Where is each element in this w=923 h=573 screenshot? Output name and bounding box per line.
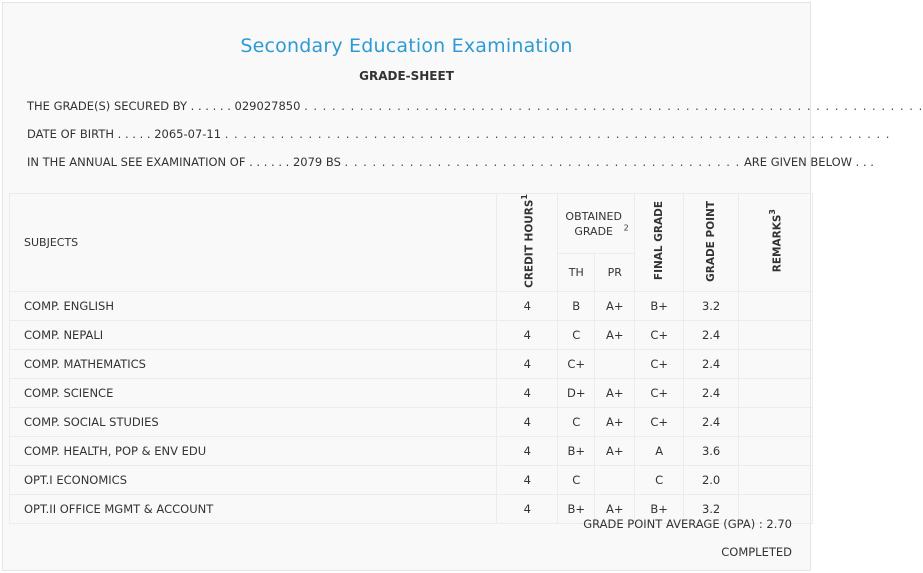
grade-point-cell: 2.0	[684, 465, 739, 494]
credit-hours-cell: 4	[497, 465, 558, 494]
dob-label: DATE OF BIRTH . . . . .	[27, 127, 151, 141]
theory-grade-cell: B	[558, 291, 595, 320]
header-credit-hours: CREDIT HOURS$^1$	[497, 194, 558, 292]
theory-grade-cell: C	[558, 320, 595, 349]
practical-grade-cell	[595, 349, 635, 378]
final-grade-cell: B+	[635, 291, 684, 320]
header-remarks: REMARKS$^3$	[739, 194, 813, 292]
credit-hours-cell: 4	[497, 407, 558, 436]
subject-cell: COMP. SOCIAL STUDIES	[10, 407, 497, 436]
final-grade-cell: C+	[635, 407, 684, 436]
header-th: TH	[558, 254, 595, 292]
dob-value: 2065-07-11	[154, 127, 222, 141]
table-row	[10, 378, 813, 407]
table-row	[10, 436, 813, 465]
subject-cell: COMP. SCIENCE	[10, 378, 497, 407]
credit-hours-cell: 4	[497, 320, 558, 349]
table-row	[10, 291, 813, 320]
table-row	[10, 465, 813, 494]
subject-cell: OPT.I ECONOMICS	[10, 465, 497, 494]
symbol-number: 029027850	[234, 99, 301, 113]
theory-grade-cell: C	[558, 407, 595, 436]
header-pr: PR	[595, 254, 635, 292]
secured-by-dots: . . . . . . . . . . . . . . . . . . . . . . . . . . . . . . . . . . . . . . . . . . . . . . . . . . . . . . . . . . . . . . . . . . .	[304, 99, 923, 113]
dob-dots: . . . . . . . . . . . . . . . . . . . . . . . . . . . . . . . . . . . . . . . . . . . . . . . . . . . . . . . . . . . . . . . . . . . . . . . .	[224, 127, 891, 141]
theory-grade-cell: B+	[558, 494, 595, 523]
remarks-cell	[739, 407, 813, 436]
header-final-grade: FINAL GRADE	[635, 194, 684, 292]
credit-hours-cell: 4	[497, 349, 558, 378]
practical-grade-cell: A+	[595, 291, 635, 320]
grade-point-cell: 3.2	[684, 494, 739, 523]
credit-hours-cell: 4	[497, 436, 558, 465]
credit-hours-cell: 4	[497, 291, 558, 320]
practical-grade-cell: A+	[595, 407, 635, 436]
theory-grade-cell: C+	[558, 349, 595, 378]
grade-point-cell: 2.4	[684, 407, 739, 436]
completion-status: COMPLETED	[721, 545, 792, 559]
table-row	[10, 407, 813, 436]
subject-cell: COMP. NEPALI	[10, 320, 497, 349]
grade-point-cell: 2.4	[684, 320, 739, 349]
practical-grade-cell: A+	[595, 378, 635, 407]
grade-point-cell: 2.4	[684, 378, 739, 407]
remarks-cell	[739, 320, 813, 349]
subject-cell: COMP. HEALTH, POP & ENV EDU	[10, 436, 497, 465]
exam-tail: ARE GIVEN BELOW . . .	[743, 155, 874, 169]
grade-point-cell: 3.6	[684, 436, 739, 465]
table-row	[10, 320, 813, 349]
final-grade-cell: C	[635, 465, 684, 494]
final-grade-cell: C+	[635, 320, 684, 349]
practical-grade-cell: A+	[595, 436, 635, 465]
remarks-cell	[739, 465, 813, 494]
final-grade-cell: C+	[635, 378, 684, 407]
theory-grade-cell: D+	[558, 378, 595, 407]
subject-cell: COMP. ENGLISH	[10, 291, 497, 320]
secured-by-line	[27, 99, 923, 113]
practical-grade-cell: A+	[595, 320, 635, 349]
grades-table	[9, 193, 813, 524]
subject-cell: COMP. MATHEMATICS	[10, 349, 497, 378]
practical-grade-cell	[595, 465, 635, 494]
dob-line	[27, 127, 890, 141]
header-obtained-grade: OBTAINED GRADE $^2$	[558, 194, 635, 254]
exam-year: 2079 BS	[292, 155, 341, 169]
remarks-cell	[739, 349, 813, 378]
header-subjects: SUBJECTS	[10, 194, 497, 292]
header-grade-point: GRADE POINT	[684, 194, 739, 292]
exam-dots: . . . . . . . . . . . . . . . . . . . . . . . . . . . . . . . . . . . . . . . . . . .	[344, 155, 741, 169]
exam-label: IN THE ANNUAL SEE EXAMINATION OF . . . . . .	[27, 155, 290, 169]
credit-hours-cell: 4	[497, 378, 558, 407]
grade-sheet-panel	[2, 2, 923, 571]
exam-line	[27, 155, 874, 169]
practical-grade-cell: A+	[595, 494, 635, 523]
final-grade-cell: C+	[635, 349, 684, 378]
table-row	[10, 349, 813, 378]
gpa-text: GRADE POINT AVERAGE (GPA) : 2.70	[583, 517, 792, 531]
final-grade-cell: A	[635, 436, 684, 465]
final-grade-cell: B+	[635, 494, 684, 523]
theory-grade-cell: C	[558, 465, 595, 494]
page-title: Secondary Education Examination	[240, 35, 573, 57]
grade-point-cell: 3.2	[684, 291, 739, 320]
subject-cell: OPT.II OFFICE MGMT & ACCOUNT	[10, 494, 497, 523]
remarks-cell	[739, 436, 813, 465]
grade-point-cell: 2.4	[684, 349, 739, 378]
theory-grade-cell: B+	[558, 436, 595, 465]
remarks-cell	[739, 291, 813, 320]
credit-hours-cell: 4	[497, 494, 558, 523]
page-subtitle: GRADE-SHEET	[359, 69, 454, 83]
secured-by-label: THE GRADE(S) SECURED BY . . . . . .	[27, 99, 231, 113]
remarks-cell	[739, 378, 813, 407]
